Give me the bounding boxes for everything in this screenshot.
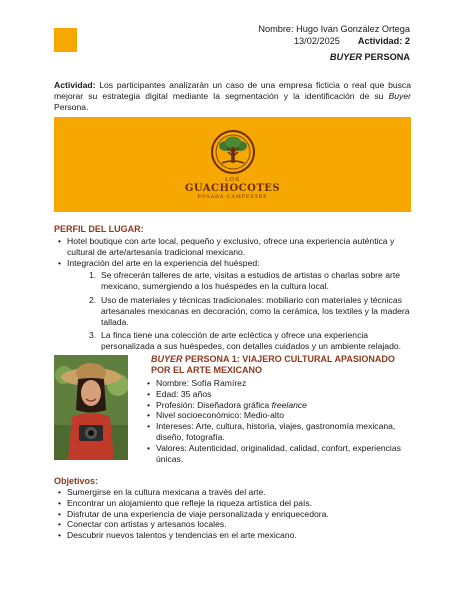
persona-heading-rest: PERSONA 1: VIAJERO CULTURAL APASIONADO POR EL ARTE MEXICANO	[151, 354, 395, 375]
persona-heading-italic: BUYER	[151, 354, 183, 364]
item-text: Se ofrecerán talleres de arte, visitas a estudios de artistas o charlas sobre arte mexicano, sumergiendo a los huéspedes en la cultura local.	[101, 270, 401, 292]
intro-text: Los participantes analizarán un caso de una empresa ficticia o real que busca mejorar su estrategia digital mediante la segmentación y la identificación de su	[54, 80, 411, 102]
logo-line-2: GUACHOCOTES	[184, 183, 281, 194]
persona-name: • Nombre: Sofía Ramírez	[143, 378, 415, 389]
logo-banner	[54, 117, 411, 212]
persona-age: • Edad: 35 años	[143, 389, 415, 400]
author-name: Nombre: Hugo Iván González Ortega	[258, 24, 410, 34]
item-text: Uso de materiales y técnicas tradicionales: mobiliario con materiales y técnicas artesanales mexicanas en decoración, como la cerámica, los textiles y la madera tallada.	[101, 294, 410, 327]
objective-item: • Encontrar un alojamiento que refleje la riqueza artística del país.	[54, 498, 413, 509]
integration-item	[67, 295, 413, 327]
item-number: 2.	[89, 294, 97, 305]
perfil-bullet: • Hotel boutique con arte local, pequeño y exclusivo, ofrece una experiencia auténtica y cultural de arte/artesanía tradicional mexicano.	[54, 236, 413, 258]
objective-item: • Descubrir nuevos talentos y tendencias en el arte mexicano.	[54, 530, 413, 541]
persona-details-list	[143, 378, 415, 464]
intro-end: Persona.	[54, 102, 89, 113]
document-title	[258, 52, 410, 64]
integration-item	[67, 270, 413, 292]
orange-square-decoration	[54, 28, 77, 52]
tree-emblem-icon	[210, 129, 256, 175]
perfil-bullet-text: Integración del arte en la experiencia del huésped:	[67, 257, 260, 268]
persona-heading	[151, 354, 413, 376]
date-activity-line	[258, 36, 410, 48]
intro-italic: Buyer	[388, 91, 411, 102]
integration-item	[67, 330, 413, 352]
logo-line-1: LOS	[225, 177, 240, 183]
title-italic-part: BUYER	[329, 52, 362, 62]
objective-item: • Disfrutar de una experiencia de viaje personalizada y enriquecedora.	[54, 509, 413, 520]
integration-list	[67, 270, 413, 352]
objetivos-heading: Objetivos:	[54, 476, 99, 486]
woman-with-camera-image	[54, 355, 128, 460]
activity-number: Actividad: 2	[357, 35, 410, 46]
intro-label: Actividad:	[54, 80, 96, 90]
persona-interests: • Intereses: Arte, cultura, historia, viajes, gastronomía mexicana, diseño, fotografía.	[143, 421, 415, 443]
profession-italic: freelance	[271, 399, 307, 410]
date: 13/02/2025	[293, 35, 340, 46]
objective-item: • Conectar con artistas y artesanos locales.	[54, 519, 413, 530]
persona-socioeconomic-level: • Nivel socioeconómico: Medio-alto	[143, 410, 415, 421]
perfil-list	[54, 236, 413, 355]
item-number: 1.	[89, 270, 97, 281]
persona-values: • Valores: Autenticidad, originalidad, calidad, confort, experiencias únicas.	[143, 443, 415, 465]
title-rest: PERSONA	[362, 52, 410, 62]
hotel-logo	[54, 129, 411, 200]
persona-profession	[143, 400, 415, 411]
objetivos-list	[54, 487, 413, 541]
header-block	[258, 24, 410, 64]
persona-photo	[54, 355, 128, 460]
item-text: La finca tiene una colección de arte ecléctica y ofrece una experiencia personalizada a sus huéspedes, con detalles cuidados y un ambiente relajado.	[101, 330, 402, 352]
activity-intro	[54, 80, 411, 114]
logo-line-3: POSADA CAMPESTRE	[197, 194, 268, 200]
perfil-heading: PERFIL DEL LUGAR:	[54, 224, 144, 234]
profession-text: Profesión: Diseñadora gráfica	[156, 399, 272, 410]
perfil-bullet	[54, 258, 413, 352]
objective-item: • Sumergirse en la cultura mexicana a través del arte.	[54, 487, 413, 498]
item-number: 3.	[89, 330, 97, 341]
